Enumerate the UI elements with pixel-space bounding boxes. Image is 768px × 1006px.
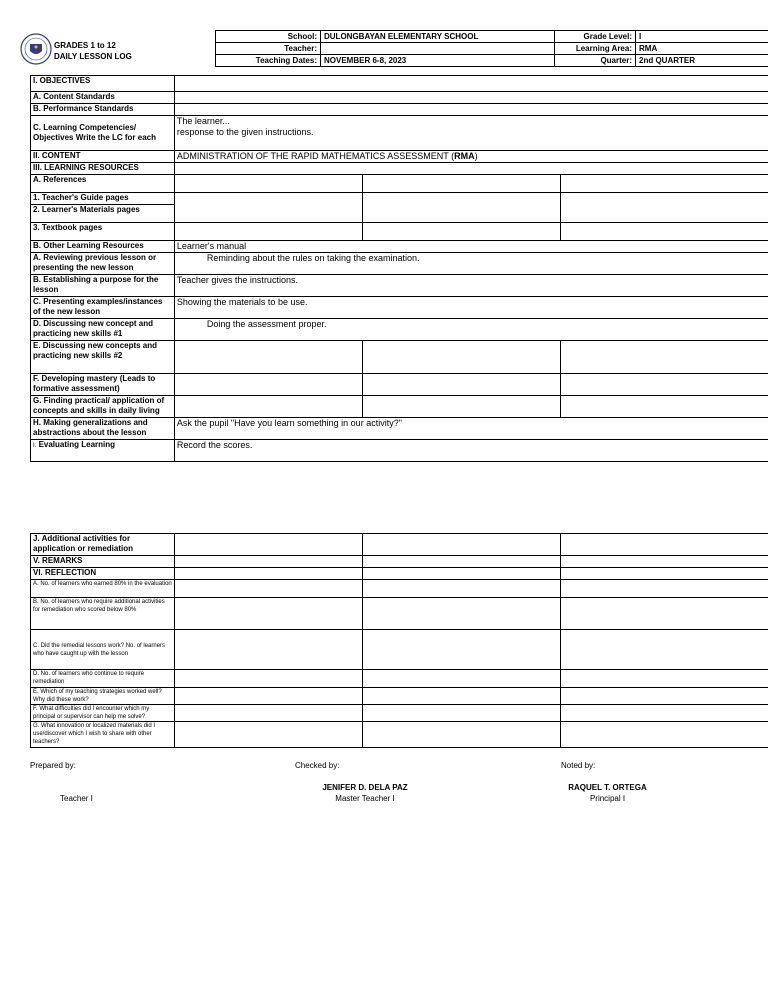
competencies-line2: response to the given instructions. xyxy=(176,127,314,137)
presenting-value: Showing the materials to be use. xyxy=(174,297,768,319)
quarter-label: Quarter: xyxy=(555,55,636,67)
grade-level-value: I xyxy=(636,31,768,43)
establishing-value: Teacher gives the instructions. xyxy=(174,275,768,297)
reflection-f-label: F. What difficulties did I encounter which my principal or supervisor can help me solve? xyxy=(31,705,175,722)
additional-activities-label: J. Additional activities for application or remediation xyxy=(31,534,175,556)
reflection-table xyxy=(30,533,768,748)
noted-by-label: Noted by: xyxy=(561,761,596,770)
header-title-line1: GRADES 1 to 12 xyxy=(54,41,116,50)
discussing1-value: Doing the assessment proper. xyxy=(174,319,768,341)
reflection-b-label: B. No. of learners who require additional activities for remediation who scored below 80% xyxy=(31,598,175,630)
learning-competencies-label: C. Learning Competencies/ Objectives Write the LC for each xyxy=(31,116,175,151)
other-resources-label: B. Other Learning Resources xyxy=(31,241,175,253)
school-label: School: xyxy=(216,31,321,43)
grade-level-label: Grade Level: xyxy=(555,31,636,43)
reviewing-label: A. Reviewing previous lesson or presenting the new lesson xyxy=(31,253,175,275)
school-value: DULONGBAYAN ELEMENTARY SCHOOL xyxy=(321,31,555,43)
teacher-label: Teacher: xyxy=(216,43,321,55)
header-title-line2: DAILY LESSON LOG xyxy=(54,52,132,61)
presenting-label: C. Presenting examples/instances of the new lesson xyxy=(31,297,175,319)
discussing2-label: E. Discussing new concepts and practicing new skills #2 xyxy=(31,341,175,374)
reflection-heading: VI. REFLECTION xyxy=(31,568,175,580)
teaching-dates-label: Teaching Dates: xyxy=(216,55,321,67)
lesson-main-table xyxy=(30,75,768,462)
establishing-label: B. Establishing a purpose for the lesson xyxy=(31,275,175,297)
teachers-guide-label: 1. Teacher's Guide pages xyxy=(31,193,175,205)
prepared-by-role: Teacher I xyxy=(60,794,93,803)
teaching-dates-value: NOVEMBER 6-8, 2023 xyxy=(321,55,555,67)
reflection-g-label: G. What innovation or localized materials did I use/discover which I wish to share with other teachers? xyxy=(31,722,175,748)
reviewing-value: Reminding about the rules on taking the examination. xyxy=(174,253,768,275)
discussing1-label: D. Discussing new concept and practicing new skills #1 xyxy=(31,319,175,341)
teacher-value xyxy=(321,43,555,55)
reflection-d-label: D. No. of learners who continue to require remediation xyxy=(31,670,175,688)
content-heading: II. CONTENT xyxy=(31,151,175,163)
finding-label: G. Finding practical/ application of concepts and skills in daily living xyxy=(31,396,175,418)
references-label: A. References xyxy=(31,175,175,193)
content-value: ADMINISTRATION OF THE RAPID MATHEMATICS ASSESSMENT (RMA) xyxy=(174,151,768,163)
evaluating-label: I. Evaluating Learning xyxy=(31,440,175,462)
header-info-table xyxy=(215,30,768,67)
reflection-a-label: A. No. of learners who earned 80% in the evaluation xyxy=(31,580,175,598)
reflection-e-label: E. Which of my teaching strategies worked well? Why did these work? xyxy=(31,688,175,705)
competencies-line1: The learner... xyxy=(176,116,230,126)
noted-by-name: RAQUEL T. ORTEGA xyxy=(568,783,647,792)
performance-standards-label: B. Performance Standards xyxy=(31,104,175,116)
objectives-heading: I. OBJECTIVES xyxy=(31,76,175,92)
quarter-value: 2nd QUARTER xyxy=(636,55,768,67)
checked-by-name: JENIFER D. DELA PAZ xyxy=(322,783,408,792)
reflection-c-label: C. Did the remedial lessons work? No. of learners who have caught up with the lesson xyxy=(31,630,175,670)
developing-label: F. Developing mastery (Leads to formative assessment) xyxy=(31,374,175,396)
learning-area-value: RMA xyxy=(636,43,768,55)
other-resources-value: Learner's manual xyxy=(174,241,768,253)
content-standards-label: A. Content Standards xyxy=(31,92,175,104)
noted-by-role: Principal I xyxy=(589,794,626,803)
learning-area-label: Learning Area: xyxy=(555,43,636,55)
learners-materials-label: 2. Learner's Materials pages xyxy=(31,205,175,223)
textbook-label: 3. Textbook pages xyxy=(31,223,175,241)
checked-by-label: Checked by: xyxy=(295,761,340,770)
deped-seal-icon xyxy=(20,33,52,65)
making-label: H. Making generalizations and abstractions about the lesson xyxy=(31,418,175,440)
prepared-by-label: Prepared by: xyxy=(30,761,76,770)
evaluating-value: Record the scores. xyxy=(174,440,768,462)
learning-resources-heading: III. LEARNING RESOURCES xyxy=(31,163,175,175)
remarks-heading: V. REMARKS xyxy=(31,556,175,568)
checked-by-role: Master Teacher I xyxy=(335,794,395,803)
making-value: Ask the pupil "Have you learn something in our activity?" xyxy=(174,418,768,440)
